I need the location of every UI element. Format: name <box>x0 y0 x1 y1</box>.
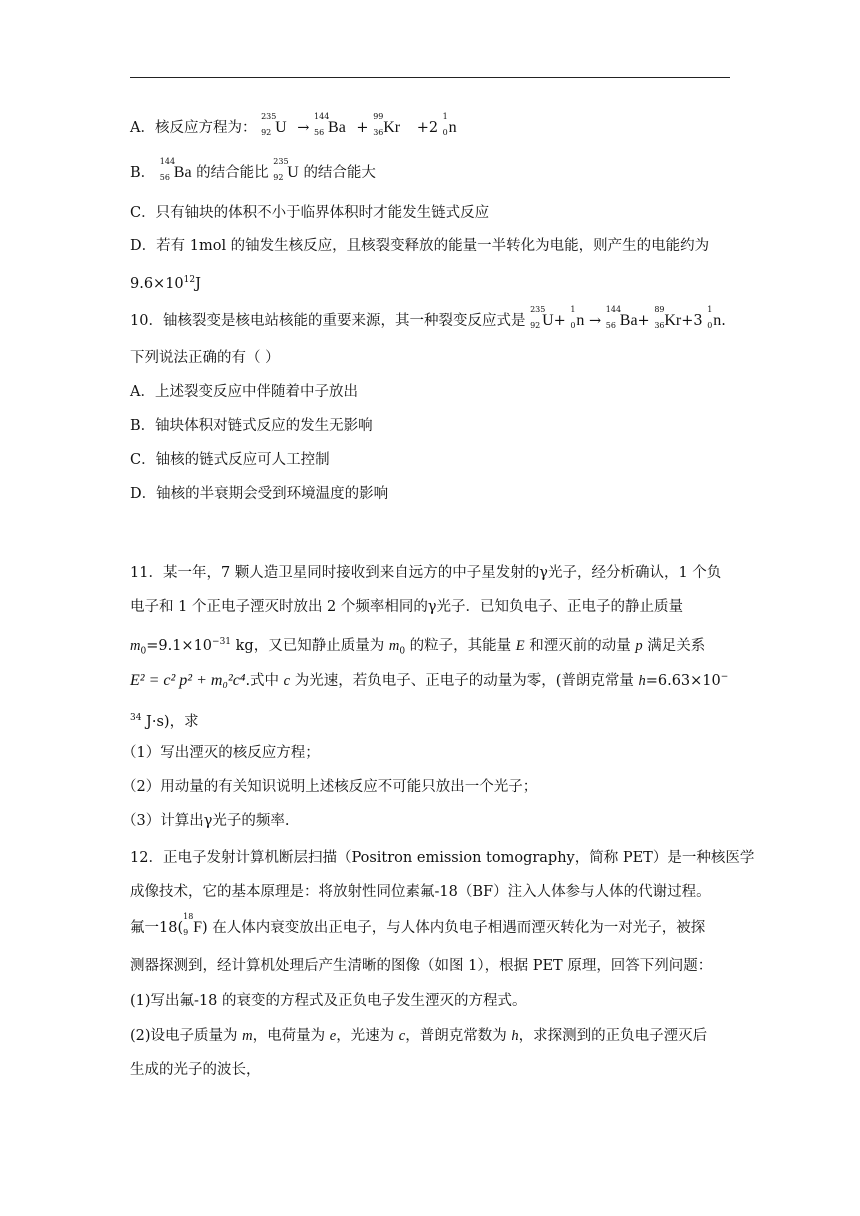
q9-option-a <box>130 112 457 138</box>
atomic-number: 56 <box>605 321 616 330</box>
nuclide-f18 <box>183 912 203 938</box>
subscript: 0 <box>140 646 147 657</box>
plus-symbol: + <box>637 313 650 329</box>
nuclide-u235 <box>261 112 287 138</box>
energy-momentum-formula: E² = c² p² + m₀²c⁴ <box>130 671 246 689</box>
atomic-number: 92 <box>273 173 284 182</box>
element-symbol: Ba <box>328 119 346 136</box>
atomic-number: 36 <box>373 128 384 137</box>
element-symbol: F <box>193 919 203 936</box>
option-text: 的结合能大 <box>303 165 376 181</box>
q9-option-c: C．只有铀块的体积不小于临界体积时才能发生链式反应 <box>130 205 490 221</box>
nuclide-neutron <box>442 112 457 138</box>
nuclide-u235 <box>530 305 554 331</box>
text: ，求探测到的正负电子湮灭后 <box>518 1028 708 1044</box>
text: .式中 <box>245 672 284 689</box>
text: ) 在人体内衰变放出正电子，与人体内负电子相遇而湮灭转化为一对光子，被探 <box>202 920 706 936</box>
q12-line-3 <box>130 912 706 938</box>
mass-number: 235 <box>261 112 277 121</box>
q11-sub-3: （3）计算出γ光子的频率. <box>122 813 290 829</box>
header-rule <box>130 77 730 78</box>
text: (2)设电子质量为 <box>130 1028 243 1044</box>
mass-number: 144 <box>159 157 176 166</box>
element-symbol: Ba <box>619 312 638 329</box>
var-m: m <box>242 1028 253 1044</box>
mass-number: 89 <box>654 305 665 314</box>
period: . <box>721 313 726 329</box>
nuclide-ba144 <box>314 112 346 138</box>
mass-number: 99 <box>373 112 384 121</box>
q9-option-b <box>130 157 376 183</box>
exponent: 12 <box>183 275 196 285</box>
q9-option-d-cont <box>130 270 201 294</box>
var-m: m <box>388 637 400 654</box>
var-h: h <box>511 1028 519 1044</box>
arrow-symbol: → <box>589 313 602 329</box>
q12-line-4: 测器探测到，经计算机处理后产生清晰的图像（如图 1），根据 PET 原理，回答下列问题： <box>130 958 713 974</box>
var-c: c <box>283 672 291 689</box>
var-e: e <box>329 1028 337 1044</box>
coefficient: +2 <box>416 120 439 136</box>
q12-sub-2-cont: 生成的光子的波长， <box>130 1062 261 1078</box>
nuclide-neutron <box>707 305 722 331</box>
q10-stem-cont: 下列说法正确的有（ ） <box>130 350 280 366</box>
atomic-number: 9 <box>183 928 189 937</box>
mass-number: 1 <box>570 305 576 314</box>
q11-line-4 <box>130 667 728 691</box>
text: 氟一18( <box>130 920 184 936</box>
q11-line-2: 电子和 1 个正电子湮灭时放出 2 个频率相同的γ光子．已知负电子、正电子的静止质量 <box>130 599 684 615</box>
text: ，普朗克常数为 <box>405 1028 512 1044</box>
element-symbol: n <box>448 119 457 136</box>
var-h: h <box>638 672 646 689</box>
nuclide-kr89 <box>654 305 682 331</box>
nuclide-neutron <box>570 305 585 331</box>
exponent: 34 <box>130 713 142 723</box>
var-m: m <box>130 637 141 654</box>
element-symbol: U <box>275 119 287 136</box>
exponent: −31 <box>212 637 232 647</box>
element-symbol: Kr <box>383 119 401 136</box>
q11-sub-2: （2）用动量的有关知识说明上述核反应不可能只放出一个光子； <box>122 779 538 795</box>
mass-number: 144 <box>605 305 622 314</box>
plus-symbol: + <box>356 120 369 136</box>
var-E: E <box>515 637 525 654</box>
value-text: =9.1×10 <box>146 637 213 654</box>
text: J·s)，求 <box>141 713 199 730</box>
q10-option-b: B．铀块体积对链式反应的发生无影响 <box>130 418 373 434</box>
q12-line-2: 成像技术，它的基本原理是：将放射性同位素氟-18（BF）注入人体参与人体的代谢过程。 <box>130 884 711 900</box>
atomic-number: 0 <box>707 321 713 330</box>
nuclide-kr99 <box>373 112 401 138</box>
q10-option-c: C．铀核的链式反应可人工控制 <box>130 452 330 468</box>
question-text: 10．铀核裂变是核电站核能的重要来源，其一种裂变反应式是 <box>130 313 526 329</box>
element-symbol: Ba <box>173 164 192 181</box>
q12-sub-2 <box>130 1026 707 1046</box>
q11-sub-1: （1）写出湮灭的核反应方程； <box>122 745 320 761</box>
text: ，电荷量为 <box>252 1028 330 1044</box>
q10-option-a: A．上述裂变反应中伴随着中子放出 <box>130 384 358 400</box>
mass-number: 18 <box>183 912 194 921</box>
option-text: 的结合能比 <box>196 165 269 181</box>
unit-text: J <box>195 275 201 292</box>
element-symbol: U <box>542 312 554 329</box>
q10-stem <box>130 305 726 331</box>
element-symbol: Kr <box>664 312 682 329</box>
exponent: − <box>720 672 729 682</box>
mass-number: 1 <box>442 112 448 121</box>
element-symbol: n <box>576 312 585 329</box>
element-symbol: n <box>713 312 722 329</box>
q10-option-d: D．铀核的半衰期会受到环境温度的影响 <box>130 486 389 502</box>
q9-option-d: D．若有 1mol 的铀发生核反应，且核裂变释放的能量一半转化为电能，则产生的电能约为 <box>130 238 710 254</box>
var-p: p <box>635 637 643 654</box>
q12-sub-1: (1)写出氟-18 的衰变的方程式及正负电子发生湮灭的方程式。 <box>130 993 527 1009</box>
mass-number: 1 <box>707 305 713 314</box>
q11-line-5 <box>130 708 199 732</box>
text: 和湮灭前的动量 <box>524 637 636 654</box>
coefficient: +3 <box>681 313 703 329</box>
q11-line-3 <box>130 632 705 662</box>
atomic-number: 92 <box>530 321 541 330</box>
atomic-number: 56 <box>159 173 170 182</box>
mass-number: 144 <box>314 112 330 121</box>
value-text: 9.6×10 <box>130 275 184 292</box>
arrow-symbol: → <box>297 120 310 136</box>
nuclide-ba144 <box>159 157 192 183</box>
value-text: =6.63×10 <box>645 672 721 689</box>
mass-number: 235 <box>530 305 546 314</box>
text: 满足关系 <box>642 637 706 654</box>
atomic-number: 56 <box>314 128 325 137</box>
option-label: B． <box>130 165 156 181</box>
atomic-number: 36 <box>654 321 665 330</box>
atomic-number: 0 <box>442 128 448 137</box>
option-label: A．核反应方程为： <box>130 120 257 136</box>
var-c: c <box>398 1028 406 1044</box>
text: kg，又已知静止质量为 <box>231 637 389 654</box>
text: 的粒子，其能量 <box>405 637 516 654</box>
nuclide-ba144 <box>605 305 638 331</box>
nuclide-u235 <box>273 157 299 183</box>
subscript: 0 <box>399 646 406 657</box>
q11-line-1: 11．某一年，7 颗人造卫星同时接收到来自远方的中子星发射的γ光子，经分析确认，1 个负 <box>130 565 722 581</box>
atomic-number: 0 <box>570 321 576 330</box>
text: 为光速，若负电子、正电子的动量为零，(普朗克常量 <box>290 672 639 689</box>
plus-symbol: + <box>553 313 566 329</box>
text: ，光速为 <box>336 1028 399 1044</box>
atomic-number: 92 <box>261 128 272 137</box>
q12-line-1: 12．正电子发射计算机断层扫描（Positron emission tomography，简称 PET）是一种核医学 <box>130 850 755 866</box>
mass-number: 235 <box>273 157 289 166</box>
element-symbol: U <box>287 164 299 181</box>
